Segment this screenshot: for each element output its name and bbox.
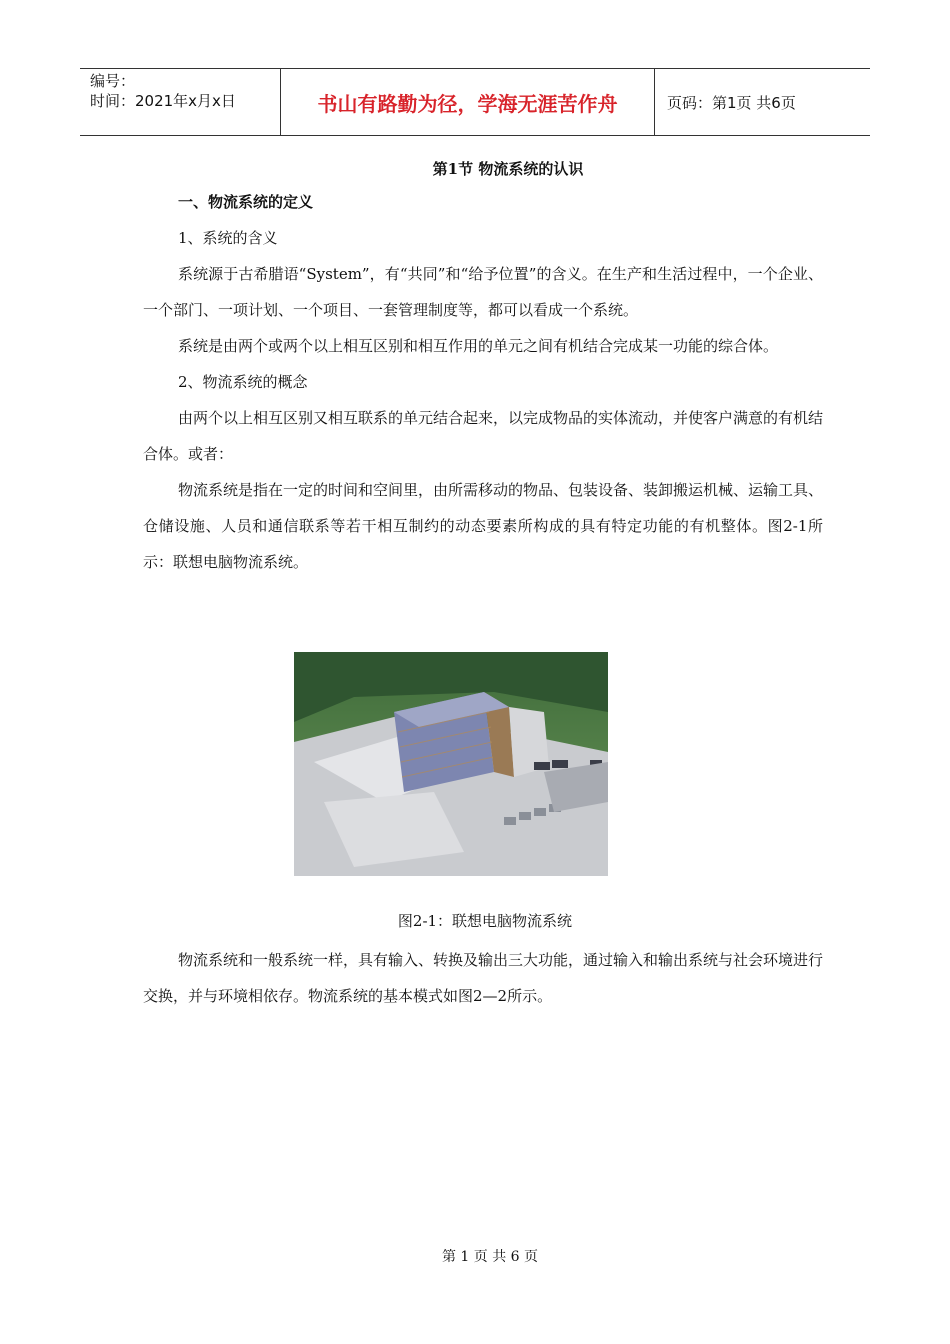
subheading-system-meaning: 1、系统的含义 — [178, 229, 278, 247]
number-label: 编号： — [90, 72, 136, 90]
paragraph-system-functions: 物流系统和一般系统一样，具有输入、转换及输出三大功能，通过输入和输出系统与社会环境进行交换，并与环境相依存。物流系统的基本模式如图2—2所示。 — [143, 951, 824, 1005]
document-body — [143, 154, 823, 580]
page-footer: 第 1 页 共 6 页 — [441, 1249, 539, 1265]
paragraph-system-origin: 系统源于古希腊语“System”，有“共同”和“给予位置”的含义。在生产和生活过程中，一个企业、一个部门、一项计划、一个项目、一套管理制度等，都可以看成一个系统。 — [143, 265, 823, 319]
header-motto: 书山有路勤为径，学海无涯苦作舟 — [280, 69, 655, 135]
section-title: 第1节 物流系统的认识 — [432, 160, 584, 178]
header-meta — [80, 69, 280, 135]
page-header — [80, 68, 870, 136]
paragraph-logistics-concept: 由两个以上相互区别又相互联系的单元结合起来，以完成物品的实体流动，并使客户满意的有机结合体。或者： — [143, 409, 824, 463]
document-body-continued — [143, 942, 823, 1014]
date-line: 时间：2021年x月x日 — [90, 92, 236, 110]
paragraph-logistics-definition: 物流系统是指在一定的时间和空间里，由所需移动的物品、包装设备、装卸搬运机械、运输工具、仓储设施、人员和通信联系等若干相互制约的动态要素所构成的具有特定功能的有机整体。图2-1所示：联想电脑物流系统。 — [143, 481, 824, 571]
heading-definition: 一、物流系统的定义 — [178, 193, 314, 211]
subheading-logistics-concept: 2、物流系统的概念 — [178, 373, 308, 391]
warehouse-illustration — [294, 652, 608, 876]
figure-caption: 图2-1：联想电脑物流系统 — [397, 912, 573, 930]
header-page-info: 页码：第1页 共6页 — [667, 93, 796, 112]
paragraph-system-definition: 系统是由两个或两个以上相互区别和相互作用的单元之间有机结合完成某一功能的综合体。 — [178, 337, 779, 355]
logistics-center-image — [294, 652, 608, 876]
